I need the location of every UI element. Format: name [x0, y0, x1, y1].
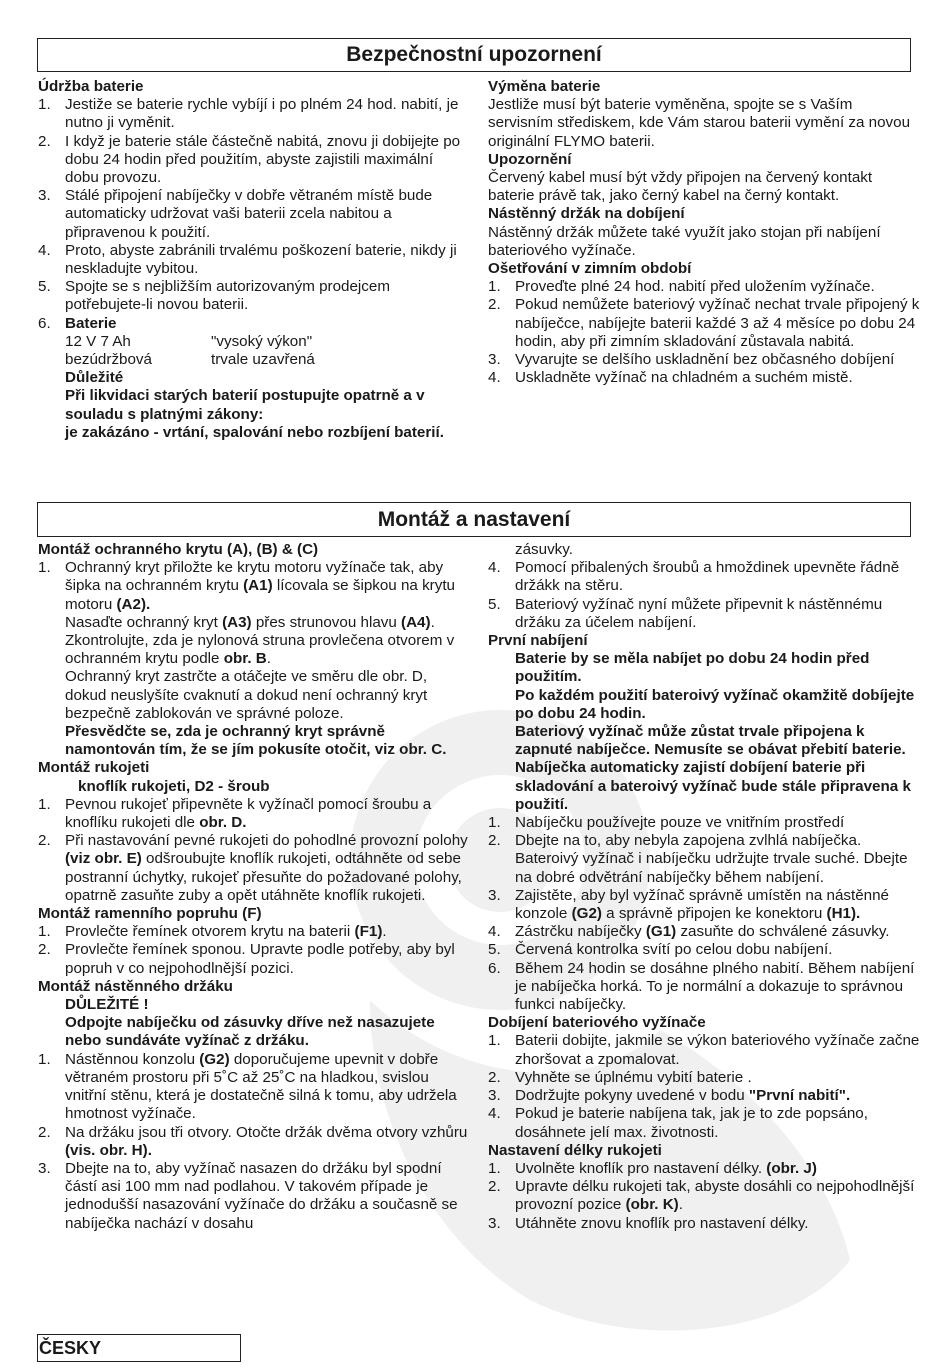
list-item	[488, 1069, 920, 1087]
ref-g2: (G2)	[199, 1050, 230, 1068]
assembly-left-column	[38, 541, 470, 1233]
ref-a1: (A1)	[243, 577, 273, 595]
handle-parts-note: knoflík rukojeti, D2 - šroub	[78, 777, 270, 795]
text-run: lícovala se šipkou na krytu motoru	[65, 577, 455, 613]
text-run: Nabíječku používejte pouze ve vnitřním prostředí	[515, 814, 845, 832]
item-number: 2.	[38, 1123, 51, 1141]
item-number: 4.	[488, 1105, 501, 1123]
text-run: Při nastavování pevné rukojeti do pohodlné provozní polohy	[65, 832, 468, 850]
item-number: 1.	[488, 814, 501, 832]
ref-fig-j: (obr. J)	[766, 1159, 817, 1177]
spec-power: "vysoký výkon"	[211, 332, 313, 350]
text-run: zasuňte do schválené zásuvky.	[676, 923, 890, 941]
item-number: 1.	[38, 795, 51, 813]
list-item	[488, 596, 920, 632]
item-number: 5.	[488, 595, 501, 613]
first-charge-note: Baterie by se měla nabíjet po dobu 24 hodin před použitím.	[515, 650, 870, 686]
guard-step-paragraph	[38, 614, 470, 669]
item-number: 1.	[488, 1159, 501, 1177]
language-label: ČESKY	[37, 1334, 241, 1362]
text-run: Provlečte řemínek sponou. Upravte podle potřeby, aby byl popruh v co nejpohodlnější pozici.	[65, 941, 455, 977]
list-item	[38, 796, 470, 832]
heading-handle-length: Nastavení délky rukojeti	[488, 1141, 662, 1159]
ref-g2: (G2)	[571, 905, 602, 923]
text-run: Provlečte řemínek otvorem krytu na baterii	[65, 923, 355, 941]
list-item	[488, 278, 920, 296]
text-run: Pokud je baterie nabíjena tak, jak je to zde popsáno, dosáhnete jelí max. životnosti.	[515, 1105, 868, 1141]
item-number: 2.	[38, 941, 51, 959]
item-number: 5.	[488, 941, 501, 959]
list-item	[488, 1032, 920, 1068]
paragraph-wall-bracket: Nástěnný držák můžete také využít jako stojan při nabíjení bateriového vyžínače.	[488, 223, 881, 259]
text-run: Nástěnnou konzolu	[65, 1050, 200, 1068]
ref-fig-b: obr. B	[223, 650, 267, 668]
paragraph-warning: Červený kabel musí být vždy připojen na červený kontakt baterie právě tak, jako černý kabel na černý kontakt.	[488, 169, 873, 205]
spec-sealed: trvale uzavřená	[211, 351, 315, 369]
list-item	[38, 133, 470, 188]
text-run: Během 24 hodin se dosáhne plného nabití. Během nabíjení je nabíječka horká. To je normální a dokazuje to správnou funkci nabíječky.	[515, 959, 915, 1014]
item-text: I když je baterie stále částečně nabitá, znovu ji dobijejte po dobu 24 hodin před použitím, abyste zajistili maximální dobu provozu.	[65, 132, 461, 187]
first-charge-note: Nabíječka automaticky zajistí dobíjení baterie při skladování a bateroivý vyžínač bude stále připravena k použití.	[515, 759, 911, 813]
paragraph-replacement: Jestliže musí být baterie vyměněna, spojte se s Vaším servisním střediskem, kde Vám starou baterii vymění za novou originální FLYMO baterii.	[488, 96, 911, 150]
list-item	[488, 1160, 920, 1178]
item-number: 3.	[38, 1159, 51, 1177]
list-item	[38, 923, 470, 941]
item-text: Jestiže se baterie rychle vybíjí i po plném 24 hod. nabití, je nutno ji vyměnit.	[65, 96, 459, 132]
item-number: 4.	[488, 369, 501, 387]
list-item	[488, 960, 920, 1015]
text-run: Utáhněte znovu knoflík pro nastavení délky.	[515, 1214, 809, 1232]
item-number: 2.	[488, 1178, 501, 1196]
guard-check-note: Přesvědčte se, zda je ochranný kryt správně namontován tím, že se jím pokusíte otočit, viz obr. C.	[65, 723, 447, 759]
text-run: Dbejte na to, aby vyžínač nasazen do držáku byl spodní částí asi 100 mm nad podlahou. V takovém případe je jednodušší nasazování vyžínače do držáku a současně se nabíječka nachází v dosahu	[65, 1159, 458, 1232]
heading-battery-replacement: Výměna baterie	[488, 78, 601, 95]
list-item	[488, 1087, 920, 1105]
heading-warning: Upozornění	[488, 150, 572, 168]
battery-label: Baterie	[65, 314, 117, 332]
item-number: 1.	[488, 278, 501, 296]
first-charge-note: Bateriový vyžínač může zůstat trvale připojena k zapnuté nabíječce. Nemusíte se obávat přebití baterie.	[515, 723, 906, 759]
heading-recharging: Dobíjení bateriového vyžínače	[488, 1014, 706, 1032]
list-item	[38, 96, 470, 132]
text-run: přes strunovou hlavu	[251, 613, 402, 631]
unplug-warning: Odpojte nabíječku od zásuvky dříve než nasazujete nebo sundáváte vyžínač z držáku.	[65, 1014, 435, 1050]
ref-h1: (H1).	[826, 905, 861, 923]
list-item	[488, 296, 920, 351]
text-run: Dodržujte pokyny uvedené v bodu	[515, 1087, 749, 1105]
text-run: Zajistěte, aby byl vyžínač správně umístěn na nástěnné konzole	[515, 886, 889, 923]
text-run: Pevnou rukojeť připevněte k vyžínačl pomocí šroubu a knoflíku rukojeti dle	[65, 795, 432, 832]
assembly-right-column	[488, 541, 920, 1233]
text-run: Červená kontrolka svítí po celou dobu nabíjení.	[515, 941, 833, 959]
item-number: 3.	[488, 1214, 501, 1232]
list-item	[488, 559, 920, 595]
item-number: 4.	[38, 241, 51, 259]
ref-f1: (F1)	[354, 923, 383, 941]
item-text: Uskladněte vyžínač na chladném a suchém mistě.	[515, 369, 853, 387]
item-text: Spojte se s nejbližším autorizovaným prodejcem potřebujete-li novou baterii.	[65, 278, 390, 314]
heading-handle-assembly: Montáž rukojeti	[38, 759, 150, 777]
list-item	[38, 242, 470, 278]
ref-fig-d: obr. D.	[199, 814, 247, 832]
spec-maintenance: bezúdržbová	[65, 351, 152, 369]
list-item	[38, 1124, 470, 1160]
item-number: 2.	[488, 296, 501, 314]
text-run: Nasaďte ochranný kryt	[65, 613, 223, 631]
list-item	[488, 1178, 920, 1214]
item-text: Vyvarujte se delšího uskladnění bez občasného dobíjení	[515, 351, 895, 369]
first-charge-note: Po každém použití bateroivý vyžínač okamžitě dobíjejte po dobu 24 hodin.	[515, 686, 915, 722]
item-text: Proto, abyste zabránili trvalému poškození baterie, nikdy ji neskladujte vybitou.	[65, 241, 457, 278]
item-number: 6.	[488, 959, 501, 977]
text-run: Na držáku jsou tři otvory. Otočte držák dvěma otvory vzhůru	[65, 1123, 468, 1141]
battery-spec-row	[38, 333, 470, 351]
text-run: odšroubujte knoflík rukojeti, odtáhněte od sebe postranní úchytky, rukojeť přesuňte do požadované polohy, opatrně zasuňte zuby a opět utáhněte knoflík rukojeti.	[65, 850, 462, 904]
text-run: a správně připojen ke konektoru	[601, 905, 827, 923]
text-run: Uvolněte knoflík pro nastavení délky.	[515, 1159, 767, 1177]
heading-shoulder-strap: Montáž ramenního popruhu (F)	[38, 905, 262, 923]
ref-fig-e: (viz obr. E)	[65, 850, 142, 868]
list-item	[38, 559, 470, 614]
text-run: Pomocí přibalených šroubů a hmoždinek upevněte řádně držákk na stěru.	[515, 559, 900, 595]
item-number: 4.	[488, 559, 501, 577]
ref-fig-h: (vis. obr. H).	[65, 1141, 152, 1159]
continued-text: zásuvky.	[515, 541, 573, 558]
heading-guard-assembly: Montáž ochranného krytu (A), (B) & (C)	[38, 541, 319, 558]
section-title-assembly: Montáž a nastavení	[37, 502, 911, 537]
text-run: . Zkontrolujte, zda je nylonová struna provlečena otvorem v ochranném krytu podle	[65, 613, 455, 668]
text-run: Upravte délku rukojeti tak, abyste dosáhli co nejpohodlnější provozní pozice	[515, 1178, 915, 1214]
guard-step-paragraph: Ochranný kryt zastrčte a otáčejte ve směru dle obr. D, dokud neuslyšíte cvaknutí a dokud není ochranný kryt bezpečně zablokován ve správné poloze.	[65, 668, 428, 722]
item-number: 1.	[38, 96, 51, 114]
text-run: Ochranný kryt přiložte ke krytu motoru vyžínače tak, aby šipka na ochranném krytu	[65, 559, 444, 595]
text-run: Dbejte na to, aby nebyla zapojena zvlhlá nabíječka. Bateroivý vyžínač i nabíječku udržujte trvale suché. Dbejte na dobré odvětrání nabíječky během nabíjení.	[515, 832, 908, 886]
spec-capacity: 12 V 7 Ah	[65, 332, 131, 350]
ref-g1: (G1)	[645, 923, 677, 941]
text-run: .	[266, 650, 271, 668]
list-item	[38, 1160, 470, 1233]
item-number: 4.	[488, 923, 501, 941]
list-item	[38, 278, 470, 314]
ref-a3: (A3)	[222, 613, 252, 631]
item-number: 3.	[488, 1087, 501, 1105]
item-number: 3.	[488, 351, 501, 369]
ref-a4: (A4)	[401, 613, 431, 631]
list-item	[488, 941, 920, 959]
heading-wall-bracket: Nástěnný držák na dobíjení	[488, 205, 685, 223]
text-run: Vyhněte se úplnému vybití baterie .	[515, 1068, 752, 1086]
list-item	[488, 814, 920, 832]
item-number: 2.	[488, 1068, 501, 1086]
list-item-battery	[38, 315, 470, 333]
important-label: Důležité	[65, 369, 124, 387]
text-run: Zástrčku nabíječky	[515, 923, 646, 941]
text-run: Bateriový vyžínač nyní můžete připevnit k nástěnnému držáku za účelem nabíjení.	[515, 595, 883, 631]
battery-spec-row	[38, 351, 470, 369]
ref-fig-k: (obr. K)	[625, 1196, 679, 1214]
text-run: .	[382, 923, 387, 941]
item-number: 2.	[38, 832, 51, 850]
section-title-safety: Bezpečnostní upozornení	[37, 38, 911, 72]
text-run: doporučujeme upevnit v dobře větraném prostoru při 5˚C až 25˚C na hladkou, svislou vnitřní stěnu, která je dostatečně silná k tomu, aby udržela hmotnost vyžínače.	[65, 1050, 457, 1123]
item-number: 1.	[38, 559, 51, 577]
list-item	[488, 1105, 920, 1141]
disposal-warning: Při likvidaci starých baterií postupujte opatrně a v souladu s platnými zákony:	[65, 387, 425, 423]
text-run: .	[678, 1196, 683, 1214]
safety-left-column	[38, 78, 470, 442]
list-item	[38, 1051, 470, 1124]
list-item	[488, 369, 920, 387]
list-item	[38, 832, 470, 905]
safety-right-column	[488, 78, 920, 387]
item-text: Pokud nemůžete bateriový vyžínač nechat trvale připojený k nabíječce, nabíjejte baterii každé 3 až 4 měsíce po dobu 24 hodin, aby při zimním skladování zůstavala nabitá.	[515, 296, 920, 350]
list-item	[488, 351, 920, 369]
item-number: 3.	[488, 886, 501, 904]
item-number: 2.	[38, 132, 51, 150]
item-text: Stálé připojení nabíječky v dobře větraném místě bude automaticky udržovat vaši baterii zcela nabitou a připravenou k použití.	[65, 187, 433, 241]
heading-battery-maintenance: Údržba baterie	[38, 78, 144, 95]
item-number: 5.	[38, 278, 51, 296]
heading-wall-bracket-assembly: Montáž nástěnného držáku	[38, 977, 233, 995]
item-number: 6.	[38, 314, 51, 332]
item-number: 1.	[38, 923, 51, 941]
text-run: Baterii dobijte, jakmile se výkon bateriového vyžínače začne zhoršovat a zpomalovat.	[515, 1032, 920, 1068]
list-item	[488, 832, 920, 887]
heading-first-charge: První nabíjení	[488, 632, 588, 650]
important-label: DŮLEŽITÉ !	[65, 996, 149, 1014]
disposal-forbidden: je zakázáno - vrtání, spalování nebo rozbíjení baterií.	[65, 423, 444, 441]
ref-a2: (A2).	[116, 595, 151, 613]
list-item	[488, 1215, 920, 1233]
list-item	[38, 187, 470, 242]
item-number: 2.	[488, 832, 501, 850]
item-number: 1.	[488, 1032, 501, 1050]
item-number: 3.	[38, 187, 51, 205]
item-number: 1.	[38, 1050, 51, 1068]
item-text: Proveďte plné 24 hod. nabití před uložením vyžínače.	[515, 278, 875, 296]
list-item	[488, 923, 920, 941]
list-item	[488, 887, 920, 923]
heading-winter-care: Ošetřování v zimním období	[488, 260, 692, 278]
ref-first-charge: "První nabití".	[748, 1087, 851, 1105]
list-item	[38, 941, 470, 977]
